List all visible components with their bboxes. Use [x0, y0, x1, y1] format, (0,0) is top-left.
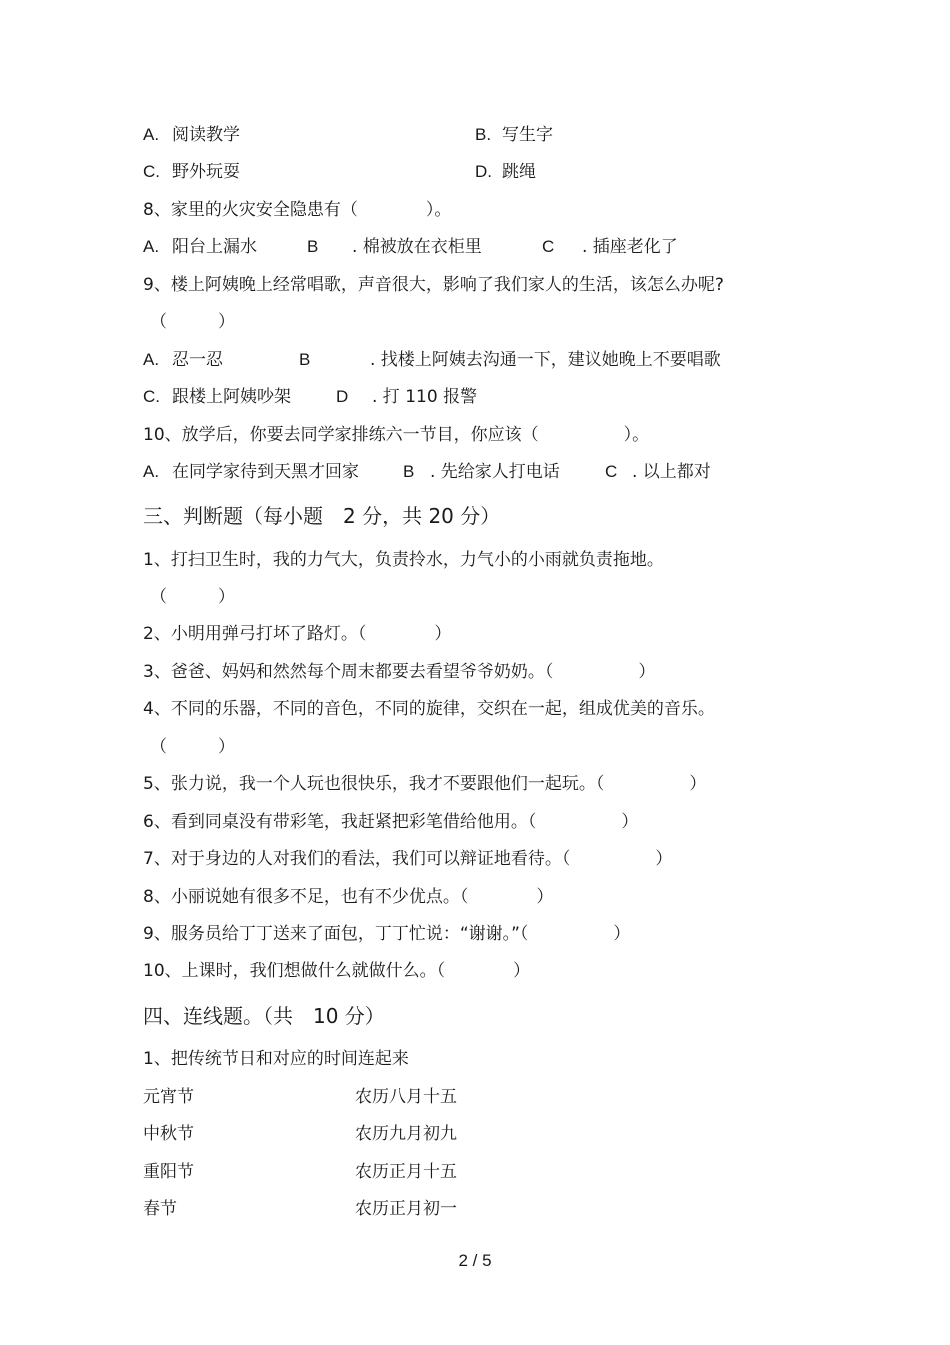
- q7-option-c-letter: C.: [143, 162, 160, 181]
- q7-option-b-text: 写生字: [502, 125, 553, 145]
- q8-option-b-letter: B: [307, 237, 319, 256]
- lunar-date-2: 农历九月初九: [355, 1124, 457, 1144]
- q9-stem: 9、楼上阿姨晚上经常唱歌，声音很大，影响了我们家人的生活，该怎么办呢?: [143, 275, 724, 295]
- judge-item-5: 5、张力说，我一个人玩也很快乐，我才不要跟他们一起玩。（ ）: [143, 774, 707, 794]
- festival-4: 春节: [143, 1199, 177, 1219]
- q10-stem: 10、放学后，你要去同学家排练六一节目，你应该（ ）。: [143, 425, 650, 445]
- judge-item-1-paren: （ ）: [150, 587, 235, 607]
- q10-option-c-letter: C: [605, 462, 618, 481]
- q8-option-b-text: . 棉被放在衣柜里: [352, 237, 482, 257]
- lunar-date-3: 农历正月十五: [355, 1162, 457, 1182]
- section3-heading: 三、判断题（每小题 2 分，共 20 分）: [143, 504, 501, 528]
- q9-option-a-letter: A.: [143, 350, 160, 369]
- q9-option-c-letter: C.: [143, 387, 160, 406]
- q10-option-b-text: . 先给家人打电话: [430, 462, 560, 482]
- judge-item-6: 6、看到同桌没有带彩笔，我赶紧把彩笔借给他用。（ ）: [143, 812, 639, 832]
- judge-item-2: 2、小明用弹弓打坏了路灯。（ ）: [143, 624, 452, 644]
- q9-option-d-letter: D: [336, 387, 349, 406]
- festival-3: 重阳节: [143, 1162, 194, 1182]
- matching-question-1: 1、把传统节日和对应的时间连起来: [143, 1049, 409, 1069]
- judge-item-10: 10、上课时，我们想做什么就做什么。（ ）: [143, 961, 531, 981]
- judge-item-1: 1、打扫卫生时，我的力气大，负责拎水，力气小的小雨就负责拖地。: [143, 550, 664, 570]
- q9-option-a-text: 忍一忍: [172, 350, 223, 370]
- q8-option-c-text: . 插座老化了: [582, 237, 678, 257]
- q9-option-c-text: 跟楼上阿姨吵架: [172, 387, 291, 407]
- q10-option-c-text: . 以上都对: [632, 462, 711, 482]
- judge-item-4: 4、不同的乐器，不同的音色，不同的旋律，交织在一起，组成优美的音乐。: [143, 699, 715, 719]
- q9-option-d-text: . 打 110 报警: [372, 387, 478, 407]
- q9-answer-paren: （ ）: [150, 312, 235, 332]
- section4-heading: 四、连线题。（共 10 分）: [143, 1004, 385, 1028]
- lunar-date-1: 农历八月十五: [355, 1087, 457, 1107]
- q8-option-a-letter: A.: [143, 237, 160, 256]
- festival-1: 元宵节: [143, 1087, 194, 1107]
- q8-option-c-letter: C: [542, 237, 555, 256]
- q8-option-a-text: 阳台上漏水: [172, 237, 257, 257]
- q9-option-b-letter: B: [299, 350, 311, 369]
- q7-option-a-letter: A.: [143, 125, 160, 144]
- judge-item-4-paren: （ ）: [150, 737, 235, 757]
- q7-option-b-letter: B.: [475, 125, 492, 144]
- page-number: 2 / 5: [458, 1251, 492, 1270]
- q8-stem: 8、家里的火灾安全隐患有（ ）。: [143, 200, 452, 220]
- judge-item-3: 3、爸爸、妈妈和然然每个周末都要去看望爷爷奶奶。（ ）: [143, 662, 656, 682]
- judge-item-9: 9、服务员给丁丁送来了面包，丁丁忙说：“谢谢。”（ ）: [143, 924, 631, 944]
- q7-option-d-text: 跳绳: [502, 162, 536, 182]
- q7-option-c-text: 野外玩耍: [172, 162, 240, 182]
- q7-option-d-letter: D.: [475, 162, 492, 181]
- festival-2: 中秋节: [143, 1124, 194, 1144]
- q9-option-b-text: . 找楼上阿姨去沟通一下，建议她晚上不要唱歌: [370, 350, 721, 370]
- lunar-date-4: 农历正月初一: [355, 1199, 457, 1219]
- judge-item-8: 8、小丽说她有很多不足，也有不少优点。（ ）: [143, 887, 554, 907]
- judge-item-7: 7、对于身边的人对我们的看法，我们可以辩证地看待。（ ）: [143, 849, 673, 869]
- q10-option-a-text: 在同学家待到天黑才回家: [172, 462, 359, 482]
- q10-option-a-letter: A.: [143, 462, 160, 481]
- q10-option-b-letter: B: [403, 462, 415, 481]
- q7-option-a-text: 阅读教学: [172, 125, 240, 145]
